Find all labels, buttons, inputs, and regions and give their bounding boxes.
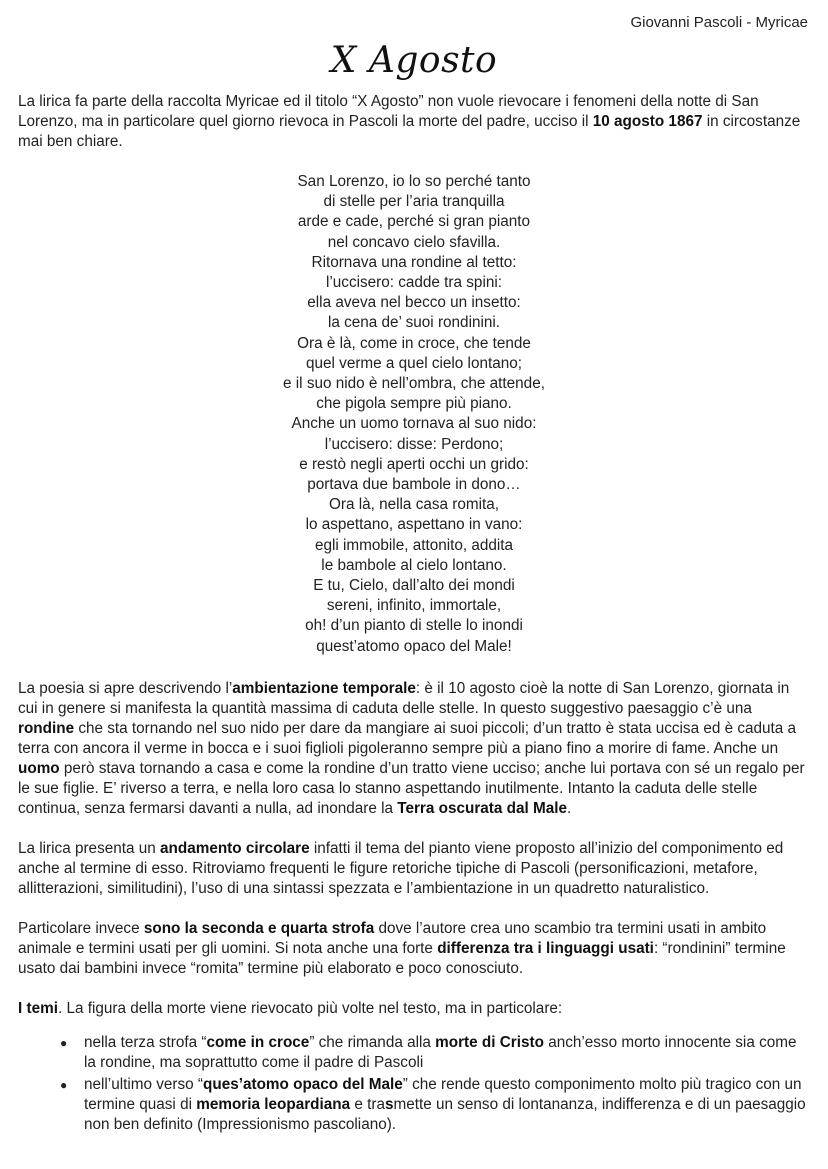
bullet-icon: ●: [60, 1077, 68, 1092]
list-item: [18, 1033, 810, 1073]
intro-date: 10 agosto 1867: [592, 113, 703, 130]
poem: [18, 172, 810, 657]
themes-intro: [18, 999, 810, 1019]
item-text: e tra: [350, 1095, 385, 1113]
paragraph-text: però stava tornando a casa e come la rondine d’un tratto viene ucciso; anche lui portava con sé un regalo per le sue figlie. E’ riverso a terra, e nella loro casa lo stanno aspettando inutilmente. Intanto la caduta delle stelle continua, senza fermarsi davanti a nulla, ad inondare la: [18, 759, 805, 817]
paragraph-text: : è il 10 agosto cioè la notte di San Lorenzo, giornata in cui in genere si manifesta la quantità massima di caduta delle stelle. In questo suggestivo paesaggio c’è una: [18, 679, 790, 717]
item-text: mette un senso di lontananza, indifferenza e di un paesaggio non ben definito (Impressionismo pascoliano).: [84, 1095, 806, 1133]
paragraph-text: . La figura della morte viene rievocato più volte nel testo, ma in particolare:: [57, 999, 563, 1017]
poem-line: arde e cade, perché si gran pianto: [297, 213, 531, 231]
document-body: [18, 92, 810, 1137]
poem-line: la cena de’ suoi rondinini.: [327, 314, 501, 332]
poem-line: oh! d’un pianto di stelle lo inondi: [305, 617, 523, 635]
item-text: anch’esso morto innocente sia come la rondine, ma soprattutto come il padre di Pascoli: [84, 1033, 797, 1071]
poem-line: di stelle per l’aria tranquilla: [323, 193, 505, 211]
intro-paragraph: [18, 92, 810, 152]
page-title: X Agosto: [330, 40, 498, 81]
bold-term: andamento circolare: [160, 839, 310, 857]
paragraph-text: Particolare invece: [18, 919, 144, 937]
bold-term: Terra oscurata dal Male: [397, 799, 568, 817]
poem-line: quel verme a quel cielo lontano;: [306, 354, 522, 372]
bold-term: ambientazione temporale: [232, 679, 416, 697]
poem-line: che pigola sempre più piano.: [316, 395, 512, 413]
list-item: [18, 1075, 810, 1135]
analysis-paragraph-1: [18, 679, 810, 819]
analysis-paragraph-3: [18, 919, 810, 979]
bold-term: morte di Cristo: [435, 1033, 544, 1051]
page-header: Giovanni Pascoli - Myricae: [630, 14, 808, 31]
poem-line: ella aveva nel becco un insetto:: [307, 294, 521, 312]
poem-line: lo aspettano, aspettano in vano:: [305, 516, 523, 534]
poem-line: sereni, infinito, immortale,: [326, 597, 502, 615]
bold-term: uomo: [18, 759, 60, 777]
poem-line: e il suo nido è nell’ombra, che attende,: [283, 375, 545, 393]
bold-term: ques’atomo opaco del Male: [203, 1075, 403, 1093]
poem-line: San Lorenzo, io lo so perché tanto: [297, 173, 531, 190]
paragraph-text: La poesia si apre descrivendo l’: [18, 679, 233, 697]
bold-term: memoria leopardiana: [196, 1095, 351, 1113]
poem-line: e restò negli aperti occhi un grido:: [299, 455, 529, 473]
analysis-paragraph-2: [18, 839, 810, 899]
paragraph-text: dove l’autore crea uno scambio tra termini usati in ambito animale e termini usati per gli uomini. Si nota anche una forte: [18, 919, 767, 957]
paragraph-text: infatti il tema del pianto viene proposto all’inizio del componimento ed anche al termine di esso. Ritroviamo frequenti le figure retoriche tipiche di Pascoli (personificazioni, metafore, allitterazioni, similitudini), l’uso di una sintassi spezzata e l’ambientazione in un quadretto naturalistico.: [18, 839, 784, 897]
paragraph-text: che sta tornando nel suo nido per dare da mangiare ai suoi piccoli; d’un tratto è stata uccisa ed è caduta a terra con ancora il verme in bocca e i suoi figlioli pigoleranno sempre più a piano fino a morire di fame. Anche un: [18, 719, 797, 757]
bold-term: s: [384, 1095, 394, 1113]
poem-line: portava due bambole in dono…: [307, 476, 521, 494]
bold-term: rondine: [18, 719, 75, 737]
item-text: ” che rimanda alla: [309, 1033, 436, 1051]
item-text: nella terza strofa “: [84, 1033, 207, 1051]
poem-line: le bambole al cielo lontano.: [321, 556, 507, 574]
poem-line: Ora là, nella casa romita,: [328, 496, 500, 514]
poem-line: E tu, Cielo, dall’alto dei mondi: [313, 577, 515, 595]
themes-heading: I temi: [18, 999, 58, 1017]
poem-line: nel concavo cielo sfavilla.: [327, 233, 501, 251]
themes-list: [18, 1033, 810, 1135]
poem-line: l’uccisero: disse: Perdono;: [324, 435, 504, 453]
poem-line: Anche un uomo tornava al suo nido:: [291, 415, 537, 433]
bold-term: come in croce: [206, 1033, 310, 1051]
item-text: nell’ultimo verso “: [84, 1075, 204, 1093]
poem-line: l’uccisero: cadde tra spini:: [326, 274, 502, 292]
bold-term: sono la seconda e quarta strofa: [143, 919, 375, 937]
intro-text: La lirica fa parte della raccolta Myricae ed il titolo “X Agosto” non vuole rievocare i fenomeni della notte di San Lorenzo, ma in particolare quel giorno rievoca in Pascoli la morte del padre, ucciso il: [18, 93, 759, 130]
poem-line: Ora è là, come in croce, che tende: [297, 334, 531, 352]
poem-line: quest’atomo opaco del Male!: [316, 637, 512, 655]
bullet-icon: ●: [60, 1035, 68, 1050]
poem-line: egli immobile, attonito, addita: [314, 536, 514, 554]
paragraph-text: : “rondinini” termine usato dai bambini invece “romita” termine più elaborato e poco conosciuto.: [18, 939, 786, 977]
paragraph-text: .: [567, 799, 572, 817]
item-text: ” che rende questo componimento molto più tragico con un termine quasi di: [84, 1075, 802, 1113]
poem-line: Ritornava una rondine al tetto:: [311, 253, 517, 271]
paragraph-text: La lirica presenta un: [18, 839, 161, 857]
bold-term: differenza tra i linguaggi usati: [437, 939, 654, 957]
intro-text-end: in circostanze mai ben chiare.: [18, 113, 801, 150]
